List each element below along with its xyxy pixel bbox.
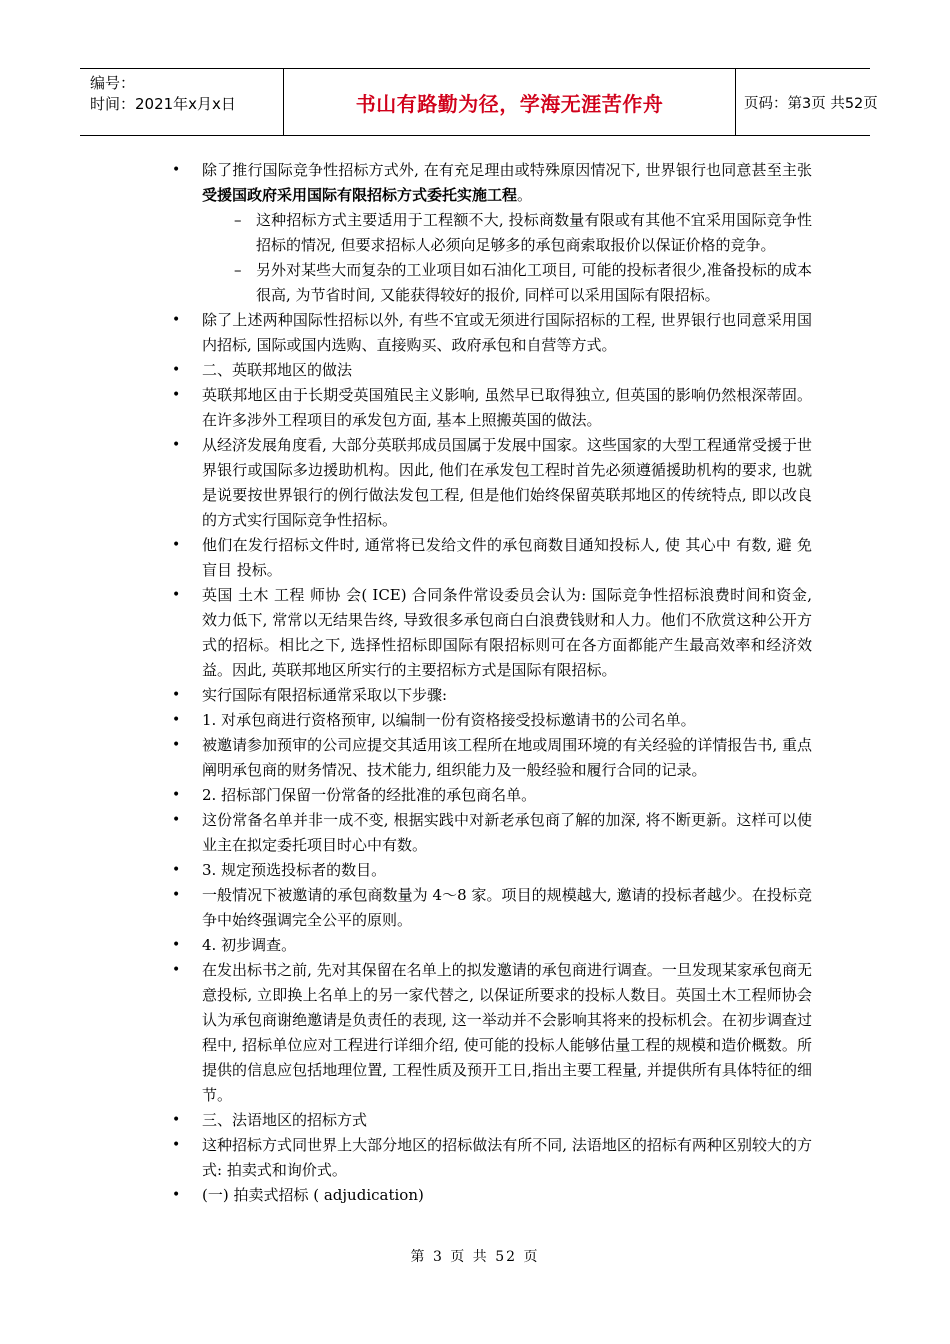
bullet-marker: • xyxy=(172,1187,181,1203)
item-tail-text: 。 xyxy=(517,186,533,204)
bullet-marker: • xyxy=(172,537,181,553)
page-info: 页码：第3页 共52页 xyxy=(744,95,878,112)
dash-marker: – xyxy=(234,261,242,279)
list-item xyxy=(172,858,812,883)
list-item xyxy=(172,783,812,808)
bullet-marker: • xyxy=(172,162,181,178)
list-item xyxy=(172,308,812,358)
item-text: 这份常备名单并非一成不变, 根据实践中对新老承包商了解的加深, 将不断更新。这样可以使业主在拟定委托项目时心中有数。 xyxy=(202,811,812,854)
item-text: 从经济发展角度看, 大部分英联邦成员国属于发展中国家。这些国家的大型工程通常受援于世界银行或国际多边援助机构。因此, 他们在承发包工程时首先必须遵循援助机构的要求, 也就是说要按世界银行的例行做法发包工程, 但是他们始终保留英联邦地区的传统特点, 即以改良的方式实行国际竞争性招标。 xyxy=(202,436,812,529)
bullet-marker: • xyxy=(172,787,181,803)
header-motto-cell xyxy=(284,69,736,135)
list-item xyxy=(172,683,812,708)
list-item xyxy=(172,933,812,958)
item-text: 这种招标方式同世界上大部分地区的招标做法有所不同, 法语地区的招标有两种区别较大的方式: 拍卖式和询价式。 xyxy=(202,1136,812,1179)
item-text: 他们在发行招标文件时, 通常将已发给文件的承包商数目通知投标人, 使 其心中 有数, 避 免盲目 投标。 xyxy=(202,536,812,579)
bullet-marker: • xyxy=(172,687,181,703)
document-number-label: 编号： xyxy=(90,74,136,92)
motto: 书山有路勤为径，学海无涯苦作舟 xyxy=(355,91,664,116)
document-date: 时间：2021年x月x日 xyxy=(90,95,236,113)
item-text: 二、英联邦地区的做法 xyxy=(202,361,353,379)
item-bold-text: 受援国政府采用国际有限招标方式委托实施工程 xyxy=(202,186,518,204)
bullet-marker: • xyxy=(172,1112,181,1128)
bullet-marker: • xyxy=(172,362,181,378)
item-text: 被邀请参加预审的公司应提交其适用该工程所在地或周围环境的有关经验的详情报告书, 重点阐明承包商的财务情况、技术能力, 组织能力及一般经验和履行合同的记录。 xyxy=(202,736,812,779)
list-item xyxy=(172,808,812,858)
list-item xyxy=(172,158,812,208)
bullet-marker: • xyxy=(172,437,181,453)
list-item xyxy=(172,1108,812,1133)
bullet-marker: • xyxy=(172,737,181,753)
list-item xyxy=(172,733,812,783)
list-item xyxy=(172,583,812,683)
item-text: 在发出标书之前, 先对其保留在名单上的拟发邀请的承包商进行调查。一旦发现某家承包商无意投标, 立即换上名单上的另一家代替之, 以保证所要求的投标人数目。英国土木工程师协会认为承包商谢绝邀请是负责任的表现, 这一举动并不会影响其将来的投标机会。在初步调查过程中, 招标单位应对工程进行详细介绍, 使可能的投标人能够估量工程的规模和造价概数。所提供的信息应包括地理位置, 工程性质及预开工日,指出主要工程量, 并提供所有具体特征的细节。 xyxy=(202,961,812,1104)
item-text: 1. 对承包商进行资格预审, 以编制一份有资格接受投标邀请书的公司名单。 xyxy=(202,711,696,729)
bullet-marker: • xyxy=(172,862,181,878)
bullet-marker: • xyxy=(172,937,181,953)
item-text: 一般情况下被邀请的承包商数量为 4～8 家。项目的规模越大, 邀请的投标者越少。在投标竞争中始终强调完全公平的原则。 xyxy=(202,886,812,929)
list-item xyxy=(172,358,812,383)
list-item xyxy=(172,1183,812,1208)
item-text: 另外对某些大而复杂的工业项目如石油化工项目, 可能的投标者很少,准备投标的成本很高, 为节省时间, 又能获得较好的报价, 同样可以采用国际有限招标。 xyxy=(256,261,812,304)
item-text: 除了推行国际竞争性招标方式外, 在有充足理由或特殊原因情况下, 世界银行也同意甚至主张 xyxy=(202,161,812,179)
item-text: 英联邦地区由于长期受英国殖民主义影响, 虽然早已取得独立, 但英国的影响仍然根深蒂固。在许多涉外工程项目的承发包方面, 基本上照搬英国的做法。 xyxy=(202,386,812,429)
page-footer: 第 3 页 共 52 页 xyxy=(410,1249,540,1265)
list-item xyxy=(172,383,812,433)
list-item xyxy=(172,708,812,733)
bullet-marker: • xyxy=(172,1137,181,1153)
sub-list-item xyxy=(172,258,812,308)
item-text: 英国 土木 工程 师协 会( ICE) 合同条件常设委员会认为: 国际竞争性招标浪费时间和资金, 效力低下, 常常以无结果告终, 导致很多承包商白白浪费钱财和人力。他们不欣赏这种公开方式的招标。相比之下, 选择性招标即国际有限招标则可在各方面都能产生最高效率和经济效益。因此, 英联邦地区所实行的主要招标方式是国际有限招标。 xyxy=(202,586,812,679)
page-header xyxy=(80,68,878,136)
item-text: 2. 招标部门保留一份常备的经批准的承包商名单。 xyxy=(202,786,537,804)
bullet-marker: • xyxy=(172,312,181,328)
list-item xyxy=(172,533,812,583)
item-text: (一) 拍卖式招标 ( adjudication) xyxy=(202,1186,424,1204)
item-text: 3. 规定预选投标者的数目。 xyxy=(202,861,387,879)
dash-marker: – xyxy=(234,211,242,229)
header-meta xyxy=(80,69,284,135)
bullet-marker: • xyxy=(172,812,181,828)
list-item xyxy=(172,958,812,1108)
bullet-marker: • xyxy=(172,962,181,978)
bullet-marker: • xyxy=(172,587,181,603)
item-text: 实行国际有限招标通常采取以下步骤: xyxy=(202,686,448,704)
item-text: 这种招标方式主要适用于工程额不大, 投标商数量有限或有其他不宜采用国际竞争性招标的情况, 但要求招标人必须向足够多的承包商索取报价以保证价格的竞争。 xyxy=(256,211,812,254)
item-text: 除了上述两种国际性招标以外, 有些不宜或无须进行国际招标的工程, 世界银行也同意采用国内招标, 国际或国内选购、直接购买、政府承包和自营等方式。 xyxy=(202,311,812,354)
document-body xyxy=(172,158,812,1208)
sub-list-item xyxy=(172,208,812,258)
item-text: 4. 初步调查。 xyxy=(202,936,297,954)
bullet-marker: • xyxy=(172,712,181,728)
bullet-marker: • xyxy=(172,387,181,403)
list-item xyxy=(172,883,812,933)
list-item xyxy=(172,433,812,533)
bullet-marker: • xyxy=(172,887,181,903)
list-item xyxy=(172,1133,812,1183)
item-text: 三、法语地区的招标方式 xyxy=(202,1111,368,1129)
